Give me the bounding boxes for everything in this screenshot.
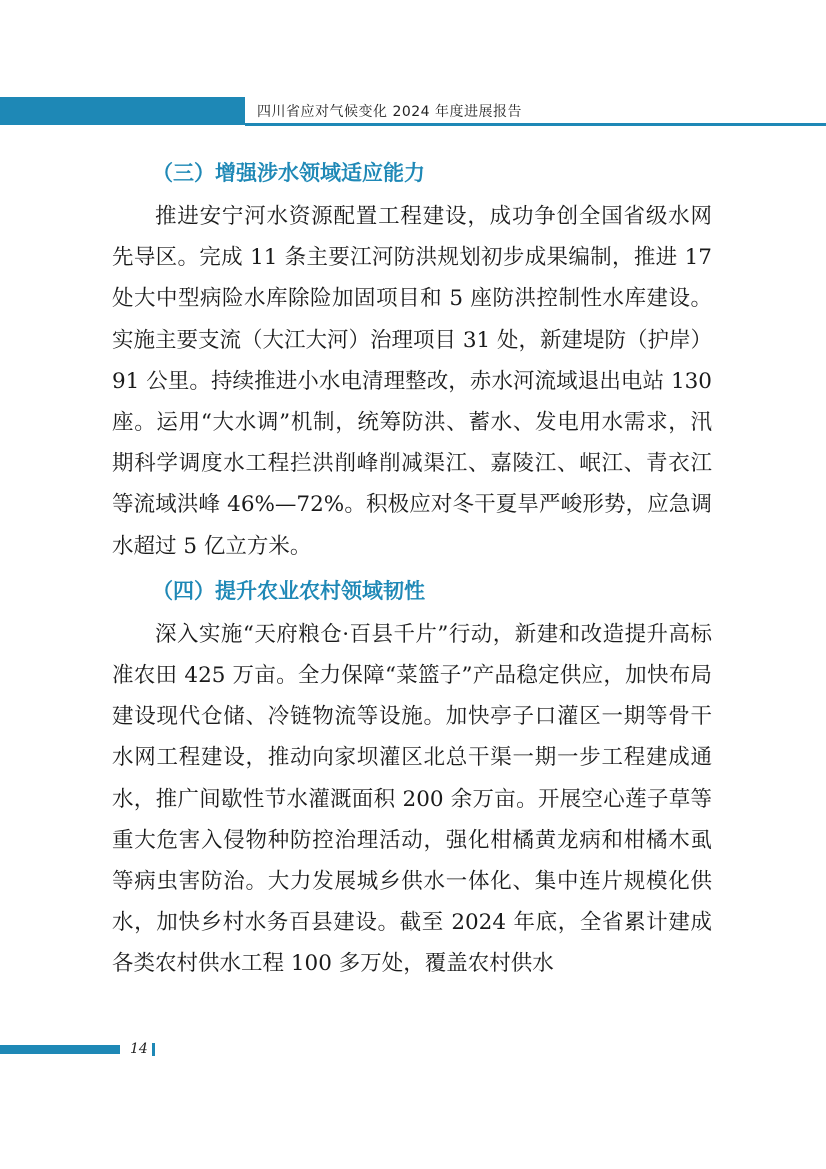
page-number: 14	[130, 1041, 148, 1057]
page-body	[112, 150, 712, 985]
section-four	[112, 568, 712, 985]
section-heading: （四）提升农业农村领域韧性	[152, 578, 425, 603]
body-paragraph: 深入实施“天府粮仓·百县千片”行动，新建和改造提升高标准农田 425 万亩。全力保障“菜篮子”产品稳定供应，加快布局建设现代仓储、冷链物流等设施。加快亭子口灌区一期等骨干水网工程建设，推动向家坝灌区北总干渠一期一步工程建成通水，推广间歇性节水灌溉面积 200 余万亩。开展空心莲子草等重大危害入侵物种防控治理活动，强化柑橘黄龙病和柑橘木虱等病虫害防治。大力发展城乡供水一体化、集中连片规模化供水，加快乡村水务百县建设。截至 2024 年底，全省累计建成各类农村供水工程 100 多万处，覆盖农村供水	[112, 621, 712, 977]
report-title: 四川省应对气候变化 2024 年度进展报告	[257, 104, 523, 120]
page-header	[0, 97, 826, 127]
page-footer	[0, 1040, 826, 1060]
body-paragraph: 推进安宁河水资源配置工程建设，成功争创全国省级水网先导区。完成 11 条主要江河防洪规划初步成果编制，推进 17 处大中型病险水库除险加固项目和 5 座防洪控制性水库建设。实施主要支流（大江大河）治理项目 31 处，新建堤防（护岸）91 公里。持续推进小水电清理整改，赤水河流域退出电站 130 座。运用“大水调”机制，统筹防洪、蓄水、发电用水需求，汛期科学调度水工程拦洪削峰削减渠江、嘉陵江、岷江、青衣江等流域洪峰 46%—72%。积极应对冬干夏旱严峻形势，应急调水超过 5 亿立方米。	[112, 204, 713, 559]
page-number-tick	[152, 1043, 155, 1056]
header-accent-block	[0, 97, 245, 125]
header-rule	[245, 123, 826, 126]
footer-accent-bar	[0, 1045, 120, 1054]
section-heading: （三）增强涉水领域适应能力	[152, 161, 425, 185]
section-three	[112, 150, 712, 567]
